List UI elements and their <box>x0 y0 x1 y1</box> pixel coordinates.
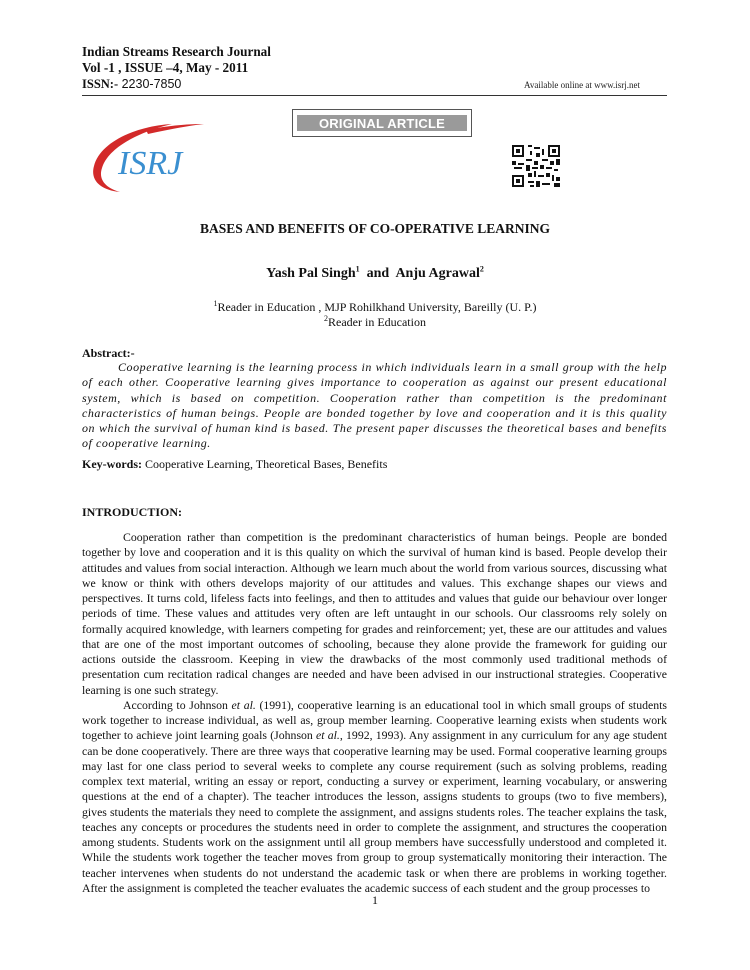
issn-value: 2230-7850 <box>118 77 182 91</box>
affiliation-text: Reader in Education , MJP Rohilkhand University, Bareilly (U. P.) <box>217 300 537 314</box>
affiliation-1 <box>0 300 750 315</box>
author-name: Yash Pal Singh <box>266 266 356 281</box>
paragraph-text: According to Johnson <box>123 697 232 712</box>
paper-title: BASES AND BENEFITS OF CO-OPERATIVE LEARNING <box>200 221 550 236</box>
introduction-body <box>82 530 667 896</box>
affiliations <box>0 300 750 330</box>
author-name: Anju Agrawal <box>395 266 480 281</box>
author-conjunction: and <box>366 266 390 281</box>
original-article-label: ORIGINAL ARTICLE <box>297 115 467 131</box>
issn-label: ISSN:- <box>82 77 119 91</box>
keywords <box>82 457 387 472</box>
citation-etal: et al. <box>316 728 340 743</box>
author-superscript: 2 <box>479 264 484 274</box>
availability-note: Available online at www.isrj.net <box>524 80 640 90</box>
logo-text: ISRJ <box>118 145 183 182</box>
journal-issn <box>82 76 271 92</box>
header-divider <box>82 95 667 96</box>
keywords-label: Key-words: <box>82 457 142 471</box>
affiliation-superscript: 2 <box>324 314 329 323</box>
paragraph-text: (1991), cooperative learning is an educational tool in which small groups of students work together to increase individual, as well as, group member learning. Cooperative learning exists when students work together to achieve joint learning goals (Johnson <box>82 697 668 743</box>
paragraph: Cooperation rather than competition is the predominant characteristics of human beings. People are bonded together by love and cooperation and it is this quality on which the survival of human kind is based. People develop their attitudes and values from social interaction. Although we learn much about the world from various sources, discussing what we know or think with others develops majority of our attitudes and values. This exchange shapes our views and perspectives. It turns cold, lifeless facts into feelings, and then to attitudes and values that guide our behaviour over longer periods of time. These values and attitudes very often are left untaught in our schools. Our classrooms rely solely on formally acquired knowledge, with learners competing for grades and reinforcement; yet, these are our attitudes and values that are one of the most important outcomes of schooling, because they alone provide the framework for guiding our actions outside the classroom. Keeping in view the drawbacks of the most commonly used traditional methods of presentation cum recitation radical changes are needed and have been advised in our instructional strategies. Cooperative learning is one such strategy. <box>82 530 667 697</box>
logo-swoosh <box>146 124 204 134</box>
keywords-text: Cooperative Learning, Theoretical Bases, Benefits <box>142 457 388 471</box>
paragraph-text: , 1992, 1993). Any assignment in any curriculum for any age student can be done cooperatively. There are three ways that cooperative learning may be used. Formal cooperative learning groups may last for one class period to several weeks to complete any course requirement (such as solving problems, reading complex text material, writing an essay or report, conducting a survey or experiment, learning vocabulary, or answering questions at the end of a chapter). The teacher introduces the lesson, assigns students to groups (two to five members), gives students the materials they need to complete the assignment, and assigns students roles. The teacher explains the task, teaches any concepts or procedures the students need in order to complete the assignment, and structures the cooperation among students. Students work on the assignment until all group members have successfully understood and completed it. While the students work together the teacher moves from group to group systematically monitoring their interaction. The teacher intervenes when students do not understand the academic task or when there are problems in working together. After the assignment is completed the teacher evaluates the academic success of each student and the group processes to <box>82 728 667 895</box>
journal-volume: Vol -1 , ISSUE –4, May - 2011 <box>82 60 249 75</box>
paper-authors <box>0 266 750 282</box>
journal-header <box>82 44 271 92</box>
abstract-body <box>82 360 667 452</box>
affiliation-superscript: 1 <box>213 299 218 308</box>
page-number: 1 <box>372 893 378 907</box>
author-superscript: 1 <box>355 264 360 274</box>
isrj-logo-icon <box>86 118 216 198</box>
introduction-heading: INTRODUCTION: <box>82 505 183 519</box>
citation-etal: et al. <box>231 697 256 712</box>
affiliation-2 <box>0 315 750 330</box>
journal-name: Indian Streams Research Journal <box>82 44 271 59</box>
abstract-text: Cooperative learning is the learning process in which individuals learn in a small group with the help of each other. Cooperative learning gives importance to cooperation as against our present educational system, which is based on competition. Cooperation rather than competition is the predominant characteristics of human beings. People are bonded together by love and cooperation and it is this quality on which the survival of human kind is based. The present paper discusses the theoretical bases and benefits of cooperative learning. <box>82 360 667 451</box>
abstract-heading: Abstract:- <box>82 346 135 360</box>
original-article-badge <box>292 109 472 137</box>
qr-code-icon <box>508 143 564 189</box>
affiliation-text: Reader in Education <box>328 315 426 329</box>
paragraph <box>82 698 667 896</box>
